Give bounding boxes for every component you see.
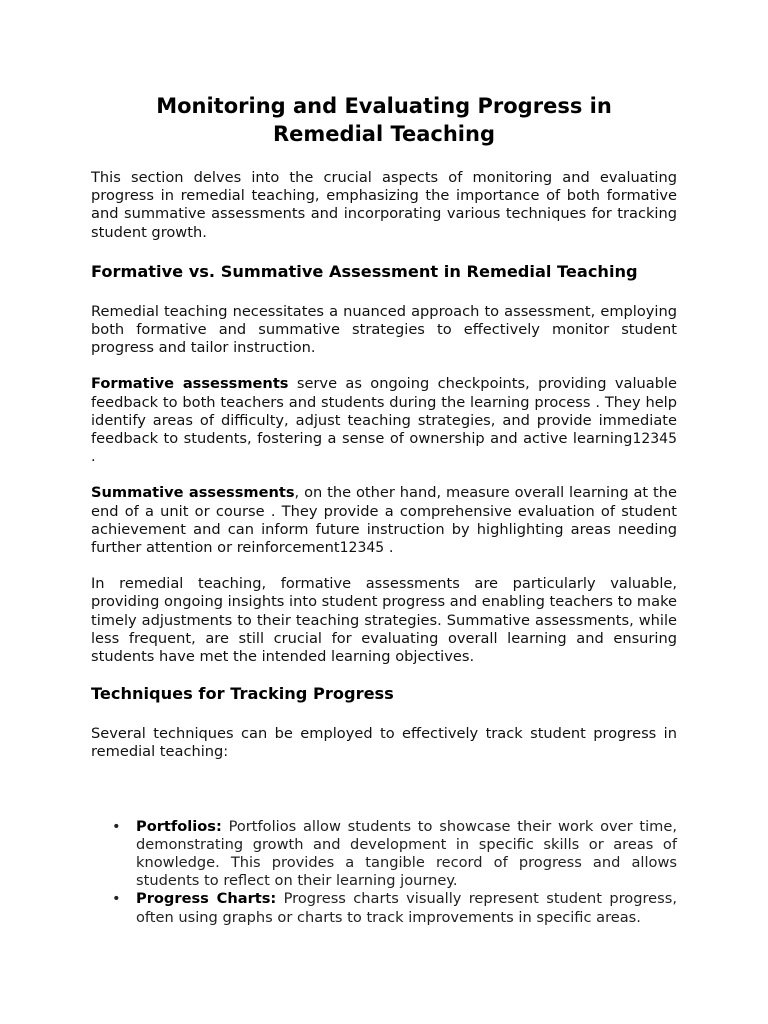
formative-text: serve as ongoing checkpoints, providing valuable feedback to both teachers and students during the learning process . They help identify areas of difficulty, adjust teaching strategies, and provide immediate feedback to students, fostering a sense of ownership and active learning [91, 375, 677, 448]
list-item-term: Portfolios: [136, 817, 222, 835]
summative-text: , on the other hand, measure overall learning at the end of a unit or course . They provide a comprehensive evaluation of student achievement and can inform future instruction by highlighting areas needing further attention or reinforcement [91, 484, 678, 557]
bullet-icon: • [112, 817, 121, 835]
list-item-progress-charts [91, 890, 677, 926]
page-title [91, 92, 677, 148]
list-item-text: Portfolios allow students to showcase their work over time, demonstrating growth and development in specific skills or areas of knowledge. This provides a tangible record of progress and allows students to reflect on their learning journey. [136, 817, 677, 890]
techniques-list [91, 818, 677, 927]
page-title-line-2: Remedial Teaching [273, 122, 495, 146]
page-title-line-1: Monitoring and Evaluating Progress in [156, 94, 612, 118]
paragraph-formative [91, 375, 677, 466]
section-heading-assessment: Formative vs. Summative Assessment in Remedial Teaching [91, 261, 638, 281]
summative-end: . [384, 539, 394, 557]
formative-term: Formative assessments [91, 375, 289, 393]
paragraph-summative [91, 484, 677, 557]
section-heading-techniques: Techniques for Tracking Progress [91, 684, 394, 704]
list-item-term: Progress Charts: [136, 890, 277, 908]
list-item-text: Progress charts visually represent student progress, often using graphs or charts to track improvements in specific areas. [136, 890, 677, 926]
summative-refs: 12345 [339, 540, 385, 557]
formative-end: . [91, 448, 96, 466]
paragraph-in-remedial-teaching: In remedial teaching, formative assessments are particularly valuable, providing ongoing insights into student progress and enabling teachers to make timely adjustments to their teaching strategies. Summative assessments, while less frequent, are still crucial for evaluating overall learning and ensuring students have met the intended learning objectives. [91, 575, 677, 666]
intro-paragraph: This section delves into the crucial aspects of monitoring and evaluating progress in remedial teaching, emphasizing the importance of both formative and summative assessments and incorporating various techniques for tracking student growth. [91, 169, 677, 241]
paragraph-several-techniques: Several techniques can be employed to effectively track student progress in remedial teaching: [91, 725, 677, 761]
paragraph-remedial-approach: Remedial teaching necessitates a nuanced approach to assessment, employing both formative and summative strategies to effectively monitor student progress and tailor instruction. [91, 302, 677, 357]
document-content [91, 92, 677, 927]
list-item-portfolios [91, 818, 677, 891]
summative-term: Summative assessments [91, 484, 295, 502]
formative-refs: 12345 [632, 431, 677, 448]
bullet-icon: • [112, 890, 121, 908]
